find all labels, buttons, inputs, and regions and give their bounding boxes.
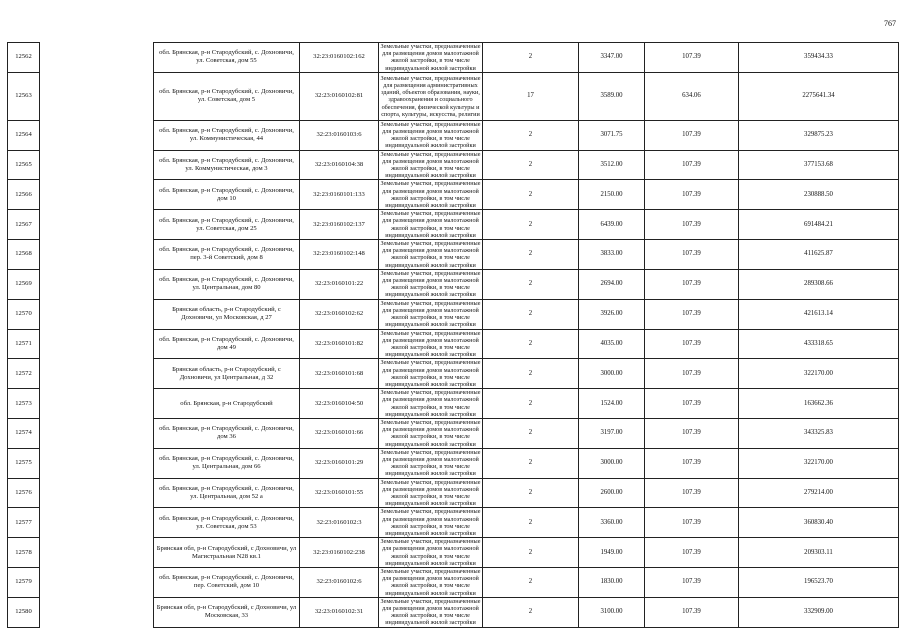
area-cell: 1949.00 (579, 538, 645, 568)
group-cell: 2 (483, 210, 579, 240)
group-cell: 17 (483, 72, 579, 120)
cadastral-value-cell: 343325.83 (739, 418, 899, 448)
row-number: 12568 (8, 240, 40, 270)
land-use-cell: Земельные участки, предназначенные для размещения домов малоэтажной жилой застройки, в том числе индивидуальной жилой застройки (379, 448, 483, 478)
specific-value-cell: 107.39 (645, 568, 739, 598)
specific-value-cell: 107.39 (645, 329, 739, 359)
row-number: 12572 (8, 359, 40, 389)
row-number: 12580 (8, 597, 40, 627)
group-cell: 2 (483, 538, 579, 568)
address-cell: обл. Брянская, р-н Стародубский, с. Дохновичи, ул. Коммунистическая, дом 3 (154, 150, 300, 180)
cadastral-number-cell: 32:23:0160102:3 (300, 508, 379, 538)
specific-value-cell: 107.39 (645, 210, 739, 240)
group-cell: 2 (483, 568, 579, 598)
table-row (8, 508, 899, 538)
cadastral-number-cell: 32:23:0160103:6 (300, 120, 379, 150)
table-row (8, 269, 899, 299)
land-use-cell: Земельные участки, предназначенные для размещения домов малоэтажной жилой застройки, в том числе индивидуальной жилой застройки (379, 240, 483, 270)
address-cell: Брянская обл, р-н Стародубский, с Дохновичи, ул Московская, 33 (154, 597, 300, 627)
specific-value-cell: 107.39 (645, 43, 739, 73)
column-gap (40, 72, 154, 120)
row-number: 12575 (8, 448, 40, 478)
group-cell: 2 (483, 418, 579, 448)
area-cell: 2150.00 (579, 180, 645, 210)
table-row (8, 43, 899, 73)
land-use-cell: Земельные участки, предназначенные для размещения домов малоэтажной жилой застройки, в том числе индивидуальной жилой застройки (379, 359, 483, 389)
area-cell: 3512.00 (579, 150, 645, 180)
area-cell: 3100.00 (579, 597, 645, 627)
address-cell: обл. Брянская, р-н Стародубский, с. Дохновичи, пер. Советский, дом 10 (154, 568, 300, 598)
cadastral-number-cell: 32:23:0160104:38 (300, 150, 379, 180)
address-cell: обл. Брянская, р-н Стародубский, с. Дохновичи, дом 36 (154, 418, 300, 448)
cadastral-number-cell: 32:23:0160101:68 (300, 359, 379, 389)
row-number: 12578 (8, 538, 40, 568)
column-gap (40, 210, 154, 240)
table-row (8, 389, 899, 419)
table-row (8, 478, 899, 508)
land-use-cell: Земельные участки, предназначенные для размещения домов малоэтажной жилой застройки, в том числе индивидуальной жилой застройки (379, 478, 483, 508)
area-cell: 4035.00 (579, 329, 645, 359)
land-use-cell: Земельные участки, предназначенные для размещения домов малоэтажной жилой застройки, в том числе индивидуальной жилой застройки (379, 269, 483, 299)
table-row (8, 120, 899, 150)
land-use-cell: Земельные участки, предназначенные для размещения домов малоэтажной жилой застройки, в том числе индивидуальной жилой застройки (379, 299, 483, 329)
cadastral-number-cell: 32:23:0160102:6 (300, 568, 379, 598)
cadastral-value-cell: 163662.36 (739, 389, 899, 419)
cadastral-number-cell: 32:23:0160102:137 (300, 210, 379, 240)
cadastral-value-cell: 433318.65 (739, 329, 899, 359)
row-number: 12563 (8, 72, 40, 120)
address-cell: обл. Брянская, р-н Стародубский, с. Дохновичи, пер. 3-й Советский, дом 8 (154, 240, 300, 270)
area-cell: 6439.00 (579, 210, 645, 240)
area-cell: 3071.75 (579, 120, 645, 150)
row-number: 12562 (8, 43, 40, 73)
row-number: 12574 (8, 418, 40, 448)
table-row (8, 72, 899, 120)
specific-value-cell: 107.39 (645, 240, 739, 270)
table-row (8, 448, 899, 478)
area-cell: 3197.00 (579, 418, 645, 448)
area-cell: 2694.00 (579, 269, 645, 299)
column-gap (40, 359, 154, 389)
row-number: 12576 (8, 478, 40, 508)
specific-value-cell: 107.39 (645, 389, 739, 419)
cadastral-value-cell: 322170.00 (739, 359, 899, 389)
table-row (8, 568, 899, 598)
row-number: 12569 (8, 269, 40, 299)
specific-value-cell: 107.39 (645, 508, 739, 538)
group-cell: 2 (483, 240, 579, 270)
specific-value-cell: 107.39 (645, 180, 739, 210)
land-use-cell: Земельные участки, предназначенные для размещения домов малоэтажной жилой застройки, в том числе индивидуальной жилой застройки (379, 418, 483, 448)
address-cell: Брянская обл, р-н Стародубский, с Дохновичи, ул Магистральная N28 кв.1 (154, 538, 300, 568)
row-number: 12570 (8, 299, 40, 329)
land-use-cell: Земельные участки, предназначенные для размещения домов малоэтажной жилой застройки, в том числе индивидуальной жилой застройки (379, 508, 483, 538)
specific-value-cell: 107.39 (645, 120, 739, 150)
group-cell: 2 (483, 597, 579, 627)
cadastral-value-cell: 230888.50 (739, 180, 899, 210)
address-cell: обл. Брянская, р-н Стародубский, с. Дохновичи, ул. Коммунистическая, 44 (154, 120, 300, 150)
column-gap (40, 478, 154, 508)
cadastral-value-cell: 2275641.34 (739, 72, 899, 120)
group-cell: 2 (483, 508, 579, 538)
row-number: 12567 (8, 210, 40, 240)
column-gap (40, 568, 154, 598)
area-cell: 3833.00 (579, 240, 645, 270)
column-gap (40, 418, 154, 448)
area-cell: 2600.00 (579, 478, 645, 508)
group-cell: 2 (483, 269, 579, 299)
specific-value-cell: 107.39 (645, 269, 739, 299)
area-cell: 3926.00 (579, 299, 645, 329)
address-cell: обл. Брянская, р-н Стародубский, с. Дохновичи, ул. Советская, дом 5 (154, 72, 300, 120)
address-cell: обл. Брянская, р-н Стародубский (154, 389, 300, 419)
cadastral-number-cell: 32:23:0160102:148 (300, 240, 379, 270)
group-cell: 2 (483, 180, 579, 210)
specific-value-cell: 107.39 (645, 597, 739, 627)
land-use-cell: Земельные участки, предназначенные для размещения домов малоэтажной жилой застройки, в том числе индивидуальной жилой застройки (379, 538, 483, 568)
area-cell: 3347.00 (579, 43, 645, 73)
row-number: 12577 (8, 508, 40, 538)
address-cell: обл. Брянская, р-н Стародубский, с. Дохновичи, дом 10 (154, 180, 300, 210)
land-use-cell: Земельные участки, предназначенные для размещения домов малоэтажной жилой застройки, в том числе индивидуальной жилой застройки (379, 120, 483, 150)
table-row (8, 359, 899, 389)
land-use-cell: Земельные участки, предназначенные для размещения административных зданий, объектов образования, науки, здравоохранения и социального обеспечения, физической культуры и спорта, культуры, искусства, религии (379, 72, 483, 120)
specific-value-cell: 107.39 (645, 150, 739, 180)
column-gap (40, 597, 154, 627)
cadastral-number-cell: 32:23:0160101:133 (300, 180, 379, 210)
cadastral-value-cell: 209303.11 (739, 538, 899, 568)
specific-value-cell: 107.39 (645, 448, 739, 478)
cadastral-number-cell: 32:23:0160102:162 (300, 43, 379, 73)
table-row (8, 210, 899, 240)
group-cell: 2 (483, 389, 579, 419)
cadastral-value-cell: 322170.00 (739, 448, 899, 478)
column-gap (40, 240, 154, 270)
column-gap (40, 389, 154, 419)
address-cell: обл. Брянская, р-н Стародубский, с. Дохновичи, ул. Советская, дом 53 (154, 508, 300, 538)
column-gap (40, 448, 154, 478)
area-cell: 1830.00 (579, 568, 645, 598)
land-use-cell: Земельные участки, предназначенные для размещения домов малоэтажной жилой застройки, в том числе индивидуальной жилой застройки (379, 150, 483, 180)
land-use-cell: Земельные участки, предназначенные для размещения домов малоэтажной жилой застройки, в том числе индивидуальной жилой застройки (379, 597, 483, 627)
specific-value-cell: 107.39 (645, 478, 739, 508)
table-row (8, 150, 899, 180)
group-cell: 2 (483, 448, 579, 478)
land-use-cell: Земельные участки, предназначенные для размещения домов малоэтажной жилой застройки, в том числе индивидуальной жилой застройки (379, 180, 483, 210)
land-use-cell: Земельные участки, предназначенные для размещения домов малоэтажной жилой застройки, в том числе индивидуальной жилой застройки (379, 568, 483, 598)
address-cell: обл. Брянская, р-н Стародубский, с. Дохновичи, ул. Центральная, дом 52 а (154, 478, 300, 508)
group-cell: 2 (483, 150, 579, 180)
cadastral-value-cell: 279214.00 (739, 478, 899, 508)
cadastral-value-cell: 332909.00 (739, 597, 899, 627)
specific-value-cell: 634.06 (645, 72, 739, 120)
address-cell: Брянская область, р-н Стародубский, с Дохновичи, ул Московская, д 27 (154, 299, 300, 329)
cadastral-number-cell: 32:23:0160104:50 (300, 389, 379, 419)
area-cell: 3000.00 (579, 359, 645, 389)
page-number: 767 (884, 19, 896, 28)
table-row (8, 180, 899, 210)
cadastral-number-cell: 32:23:0160101:66 (300, 418, 379, 448)
table-row (8, 240, 899, 270)
group-cell: 2 (483, 329, 579, 359)
column-gap (40, 120, 154, 150)
row-number: 12565 (8, 150, 40, 180)
address-cell: обл. Брянская, р-н Стародубский, с. Дохновичи, дом 49 (154, 329, 300, 359)
column-gap (40, 538, 154, 568)
table-row (8, 329, 899, 359)
land-use-cell: Земельные участки, предназначенные для размещения домов малоэтажной жилой застройки, в том числе индивидуальной жилой застройки (379, 43, 483, 73)
column-gap (40, 43, 154, 73)
table-row (8, 597, 899, 627)
cadastral-value-cell: 421613.14 (739, 299, 899, 329)
cadastral-value-table (7, 42, 899, 628)
cadastral-number-cell: 32:23:0160102:81 (300, 72, 379, 120)
cadastral-value-cell: 359434.33 (739, 43, 899, 73)
table-row (8, 418, 899, 448)
row-number: 12579 (8, 568, 40, 598)
cadastral-value-cell: 411625.87 (739, 240, 899, 270)
area-cell: 3360.00 (579, 508, 645, 538)
column-gap (40, 299, 154, 329)
land-use-cell: Земельные участки, предназначенные для размещения домов малоэтажной жилой застройки, в том числе индивидуальной жилой застройки (379, 389, 483, 419)
area-cell: 3589.00 (579, 72, 645, 120)
column-gap (40, 508, 154, 538)
specific-value-cell: 107.39 (645, 538, 739, 568)
row-number: 12564 (8, 120, 40, 150)
land-use-cell: Земельные участки, предназначенные для размещения домов малоэтажной жилой застройки, в том числе индивидуальной жилой застройки (379, 329, 483, 359)
cadastral-number-cell: 32:23:0160101:82 (300, 329, 379, 359)
cadastral-number-cell: 32:23:0160102:31 (300, 597, 379, 627)
cadastral-number-cell: 32:23:0160101:22 (300, 269, 379, 299)
group-cell: 2 (483, 299, 579, 329)
specific-value-cell: 107.39 (645, 359, 739, 389)
address-cell: обл. Брянская, р-н Стародубский, с. Дохновичи, ул. Центральная, дом 66 (154, 448, 300, 478)
cadastral-number-cell: 32:23:0160101:29 (300, 448, 379, 478)
row-number: 12566 (8, 180, 40, 210)
table-row (8, 538, 899, 568)
area-cell: 1524.00 (579, 389, 645, 419)
specific-value-cell: 107.39 (645, 418, 739, 448)
column-gap (40, 180, 154, 210)
cadastral-number-cell: 32:23:0160101:55 (300, 478, 379, 508)
address-cell: обл. Брянская, р-н Стародубский, с. Дохновичи, ул. Советская, дом 25 (154, 210, 300, 240)
land-use-cell: Земельные участки, предназначенные для размещения домов малоэтажной жилой застройки, в том числе индивидуальной жилой застройки (379, 210, 483, 240)
group-cell: 2 (483, 43, 579, 73)
cadastral-value-cell: 360830.40 (739, 508, 899, 538)
table-row (8, 299, 899, 329)
cadastral-value-cell: 377153.68 (739, 150, 899, 180)
cadastral-value-cell: 289308.66 (739, 269, 899, 299)
cadastral-value-cell: 691484.21 (739, 210, 899, 240)
cadastral-number-cell: 32:23:0160102:62 (300, 299, 379, 329)
area-cell: 3000.00 (579, 448, 645, 478)
cadastral-number-cell: 32:23:0160102:238 (300, 538, 379, 568)
specific-value-cell: 107.39 (645, 299, 739, 329)
group-cell: 2 (483, 359, 579, 389)
row-number: 12571 (8, 329, 40, 359)
cadastral-value-cell: 329875.23 (739, 120, 899, 150)
group-cell: 2 (483, 478, 579, 508)
cadastral-value-cell: 196523.70 (739, 568, 899, 598)
row-number: 12573 (8, 389, 40, 419)
column-gap (40, 269, 154, 299)
column-gap (40, 329, 154, 359)
table-body (8, 43, 899, 628)
column-gap (40, 150, 154, 180)
address-cell: обл. Брянская, р-н Стародубский, с. Дохновичи, ул. Центральная, дом 80 (154, 269, 300, 299)
address-cell: Брянская область, р-н Стародубский, с Дохновичи, ул Центральная, д 32 (154, 359, 300, 389)
address-cell: обл. Брянская, р-н Стародубский, с. Дохновичи, ул. Советская, дом 55 (154, 43, 300, 73)
group-cell: 2 (483, 120, 579, 150)
